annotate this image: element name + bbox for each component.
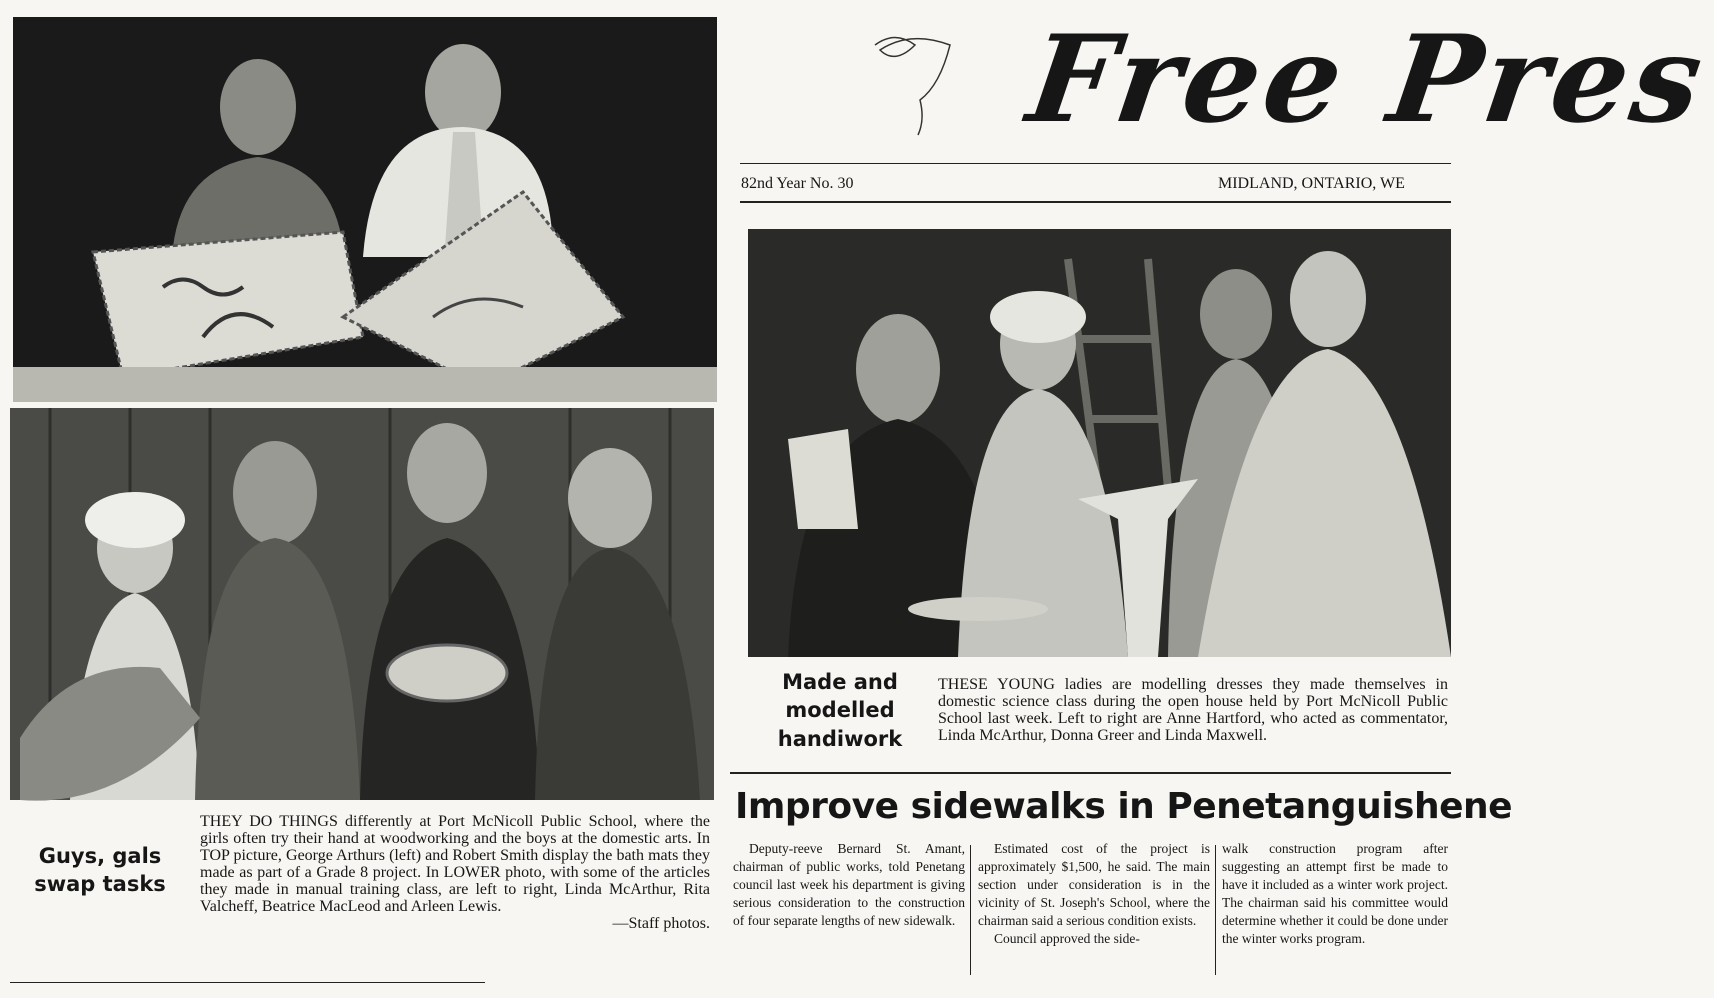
dateline-location: MIDLAND, ONTARIO, WE [1218,175,1405,192]
dateline-year-issue: 82nd Year No. 30 [741,175,854,192]
article-col2b-text: Council approved the side- [994,931,1140,946]
story-right-caption: THESE YOUNG ladies are modelling dresses they made themselves in domestic science class during the open house held by Port McNicoll Public School last week. Left to right are Anne Hartford, who acted as commentator, Linda McArthur, Donna Greer and Linda Maxwell. [938,676,1448,744]
photo-ladies-dresses [748,229,1451,657]
article-column-3 [1222,840,1448,948]
photo-boys-bath-mats [13,17,717,402]
photo-boys-image [13,17,717,402]
story-left-caption [200,813,710,932]
masthead-rule-bottom [740,201,1451,203]
article-col1-text: Deputy-reeve Bernard St. Amant, chairman of public works, told Penetang council last week his department is giving serious consideration to the construction of four separate lengths of new sidewalk. [733,841,965,928]
masthead-title: Free Pres [1020,9,1714,150]
masthead-rule-top [740,163,1451,164]
photo-credit: —Staff photos. [612,915,710,932]
column-divider-2 [1215,845,1216,975]
column-divider-1 [970,845,971,975]
article-col2a-text: Estimated cost of the project is approximately $1,500, he said. The main section under consideration is in the vicinity of St. Joseph's School, where the chairman said a serious condition exists. [978,841,1210,928]
photo-girls-image [10,408,714,800]
story-left-caption-text: THEY DO THINGS differently at Port McNicoll Public School, where the girls often try their hand at woodworking and the boys at the domestic arts. In TOP picture, George Arthurs (left) and Robert Smith display the bath mats they made as part of a Grade 8 project. In LOWER photo, with some of the articles they made in manual training class, are left to right, Linda McArthur, Rita Valcheff, Beatrice MacLeod and Arleen Lewis. [200,813,710,915]
article-rule [730,772,1451,774]
scribble-mark [865,25,985,140]
bottom-rule-left [10,982,485,983]
photo-girls-woodworking [10,408,714,800]
article-column-2 [978,840,1210,948]
article-col3-text: walk construction program after suggesting an attempt first be made to have it included as a winter work project. The chairman said his committee would determine whether it could be done under the winter works program. [1222,841,1448,946]
story-right-heading: Made and modelled handiwork [777,670,903,751]
article-headline: Improve sidewalks in Penetanguishene [735,786,1513,827]
article-column-1 [733,840,965,930]
photo-ladies-image [748,229,1451,657]
story-left-heading: Guys, gals swap tasks [34,844,166,897]
